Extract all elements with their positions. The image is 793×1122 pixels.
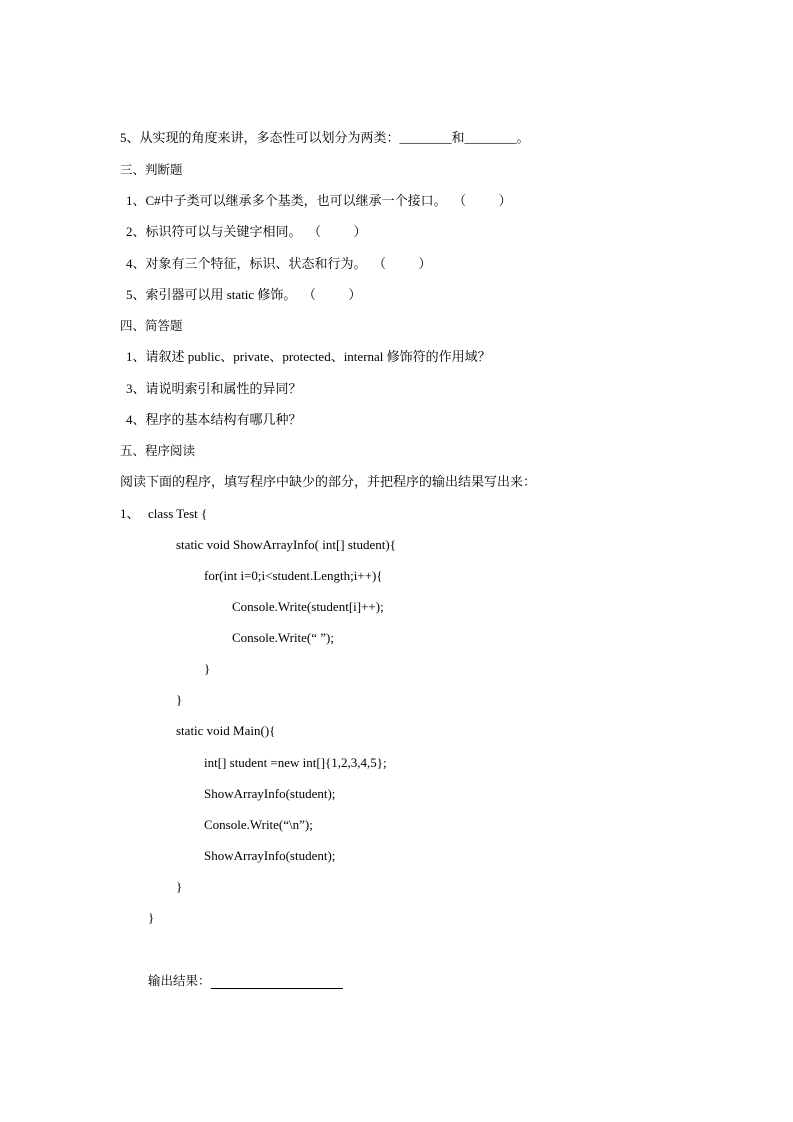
code-line: static void ShowArrayInfo( int[] student){	[176, 537, 396, 552]
judgement-item-1: 1、C#中子类可以继承多个基类，也可以继承一个接口。 （ ）	[126, 193, 512, 208]
output-answer-blank	[211, 974, 343, 989]
output-label: 输出结果：	[148, 973, 211, 988]
judgement-item-2: 2、标识符可以与关键字相同。 （ ）	[126, 224, 367, 239]
code-line: static void Main(){	[176, 723, 276, 738]
section-4-heading: 四、简答题	[120, 318, 183, 333]
short-answer-item-1: 1、请叙述 public、private、protected、internal 修饰符的作用域？	[126, 349, 491, 364]
short-answer-item-2: 3、请说明索引和属性的异同？	[126, 381, 302, 396]
code-line: ShowArrayInfo(student);	[204, 786, 336, 801]
code-line: }	[204, 661, 211, 676]
judgement-item-4: 5、索引器可以用 static 修饰。 （ ）	[126, 287, 362, 302]
code-line: int[] student =new int[]{1,2,3,4,5};	[204, 755, 387, 770]
code-line: class Test {	[148, 506, 208, 521]
section-5-heading: 五、程序阅读	[120, 443, 196, 458]
question-5: 5、从实现的角度来讲，多态性可以划分为两类：________和________。	[120, 130, 530, 145]
program-item-number: 1、	[120, 506, 140, 521]
code-line: }	[148, 910, 155, 925]
judgement-item-3: 4、对象有三个特征，标识、状态和行为。 （ ）	[126, 256, 432, 271]
code-line: Console.Write(“ ”);	[232, 630, 334, 645]
code-line: for(int i=0;i<student.Length;i++){	[204, 568, 383, 583]
code-line: }	[176, 879, 183, 894]
code-line: }	[176, 692, 183, 707]
output-result	[148, 973, 343, 989]
section-5-instruction: 阅读下面的程序，填写程序中缺少的部分，并把程序的输出结果写出来：	[120, 474, 537, 489]
code-line: Console.Write(“\n”);	[204, 817, 313, 832]
code-line: Console.Write(student[i]++);	[232, 599, 384, 614]
code-line: ShowArrayInfo(student);	[204, 848, 336, 863]
short-answer-item-3: 4、程序的基本结构有哪几种？	[126, 412, 302, 427]
section-3-heading: 三、判断题	[120, 162, 183, 177]
